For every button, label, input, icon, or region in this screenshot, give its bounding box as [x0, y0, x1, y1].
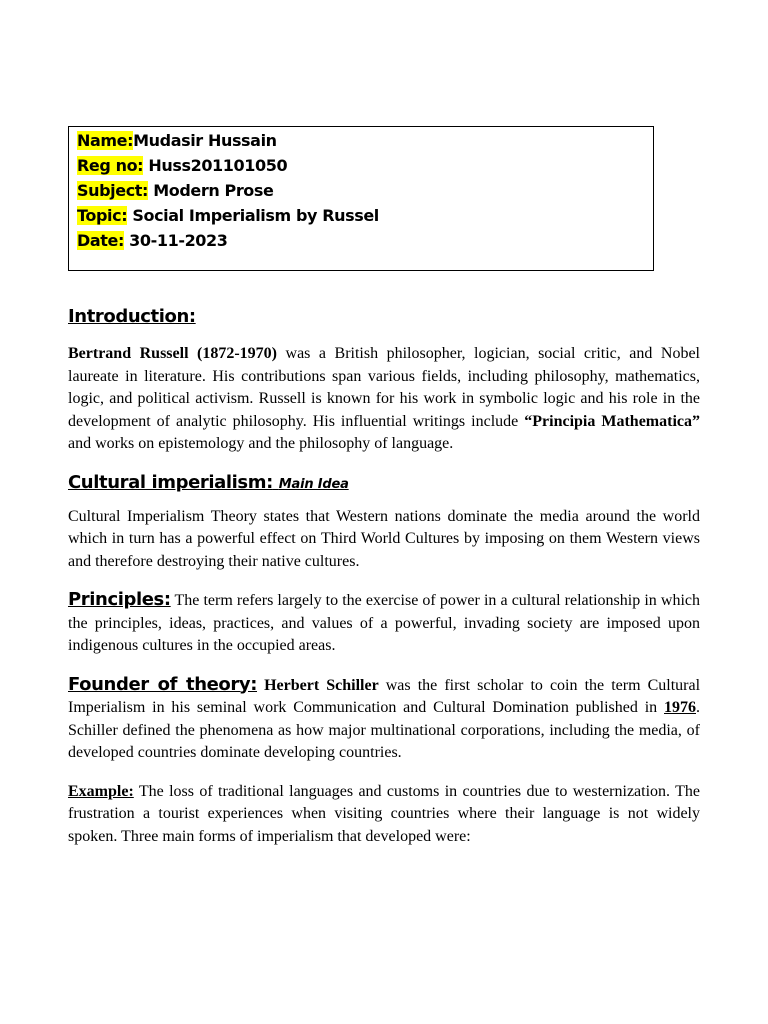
document-body: [68, 306, 700, 848]
reg-value: Huss201101050: [148, 156, 288, 175]
subject-line: [77, 178, 653, 203]
example-text: The loss of traditional languages and customs in countries due to westernization. The frustration a tourist experiences when visiting countries where their language is not widely spoken. Three main forms of imperialism that developed were:: [68, 782, 700, 845]
reg-line: [77, 153, 653, 178]
reg-label: Reg no:: [77, 156, 144, 175]
topic-line: [77, 203, 653, 228]
topic-label: Topic:: [77, 206, 128, 225]
principles-heading: Principles:: [68, 589, 171, 610]
principles-paragraph: [68, 589, 700, 658]
founder-paragraph: [68, 674, 700, 765]
date-label: Date:: [77, 231, 124, 250]
founder-year: 1976: [664, 699, 696, 716]
main-idea-subheading: Main Idea: [278, 476, 349, 492]
subject-label: Subject:: [77, 181, 149, 200]
cultural-paragraph: Cultural Imperialism Theory states that Western nations dominate the media around the world which in turn has a powerful effect on Third World Cultures by imposing on them Western views and therefore destroying their native cultures.: [68, 507, 700, 570]
name-label: Name:: [77, 131, 134, 150]
name-line: [77, 128, 653, 153]
russell-name: Bertrand Russell (1872-1970): [68, 345, 278, 362]
date-line: [77, 228, 653, 253]
name-value: Mudasir Hussain: [133, 131, 277, 150]
founder-heading: Founder of theory:: [68, 673, 258, 695]
topic-value: Social Imperialism by Russel: [132, 206, 379, 225]
introduction-text-2: and works on epistemology and the philosophy of language.: [68, 435, 454, 452]
date-value: 30-11-2023: [129, 231, 228, 250]
cultural-imperialism-heading: [68, 472, 700, 493]
introduction-paragraph: [68, 343, 700, 456]
founder-text-1: was the first scholar to coin the term Cultural Imperialism in his seminal work Communication and Cultural Domination published in: [68, 676, 701, 716]
introduction-heading: Introduction:: [68, 306, 196, 327]
principles-text: The term refers largely to the exercise of power in a cultural relationship in which the principles, ideas, practices, and values of a powerful, invading society are imposed upon indigenous cultures in the occupied areas.: [68, 592, 700, 654]
cultural-heading-text: Cultural imperialism:: [68, 471, 273, 493]
student-info-box: [68, 126, 654, 271]
principia-title: “Principia Mathematica”: [524, 412, 700, 430]
subject-value: Modern Prose: [153, 181, 274, 200]
example-label: Example:: [68, 782, 134, 800]
founder-text-2: . Schiller defined the phenomena as how major multinational corporations, including the media, of developed countries dominate developing countries.: [68, 699, 700, 761]
schiller-name: Herbert Schiller: [264, 676, 379, 694]
introduction-text-1: was a British philosopher, logician, social critic, and Nobel laureate in literature. His contributions span various fields, including philosophy, mathematics, logic, and political activism. Russell is known for his work in symbolic logic and his role in the development of analytic philosophy. His influential writings include: [68, 345, 701, 430]
example-paragraph: [68, 781, 700, 849]
